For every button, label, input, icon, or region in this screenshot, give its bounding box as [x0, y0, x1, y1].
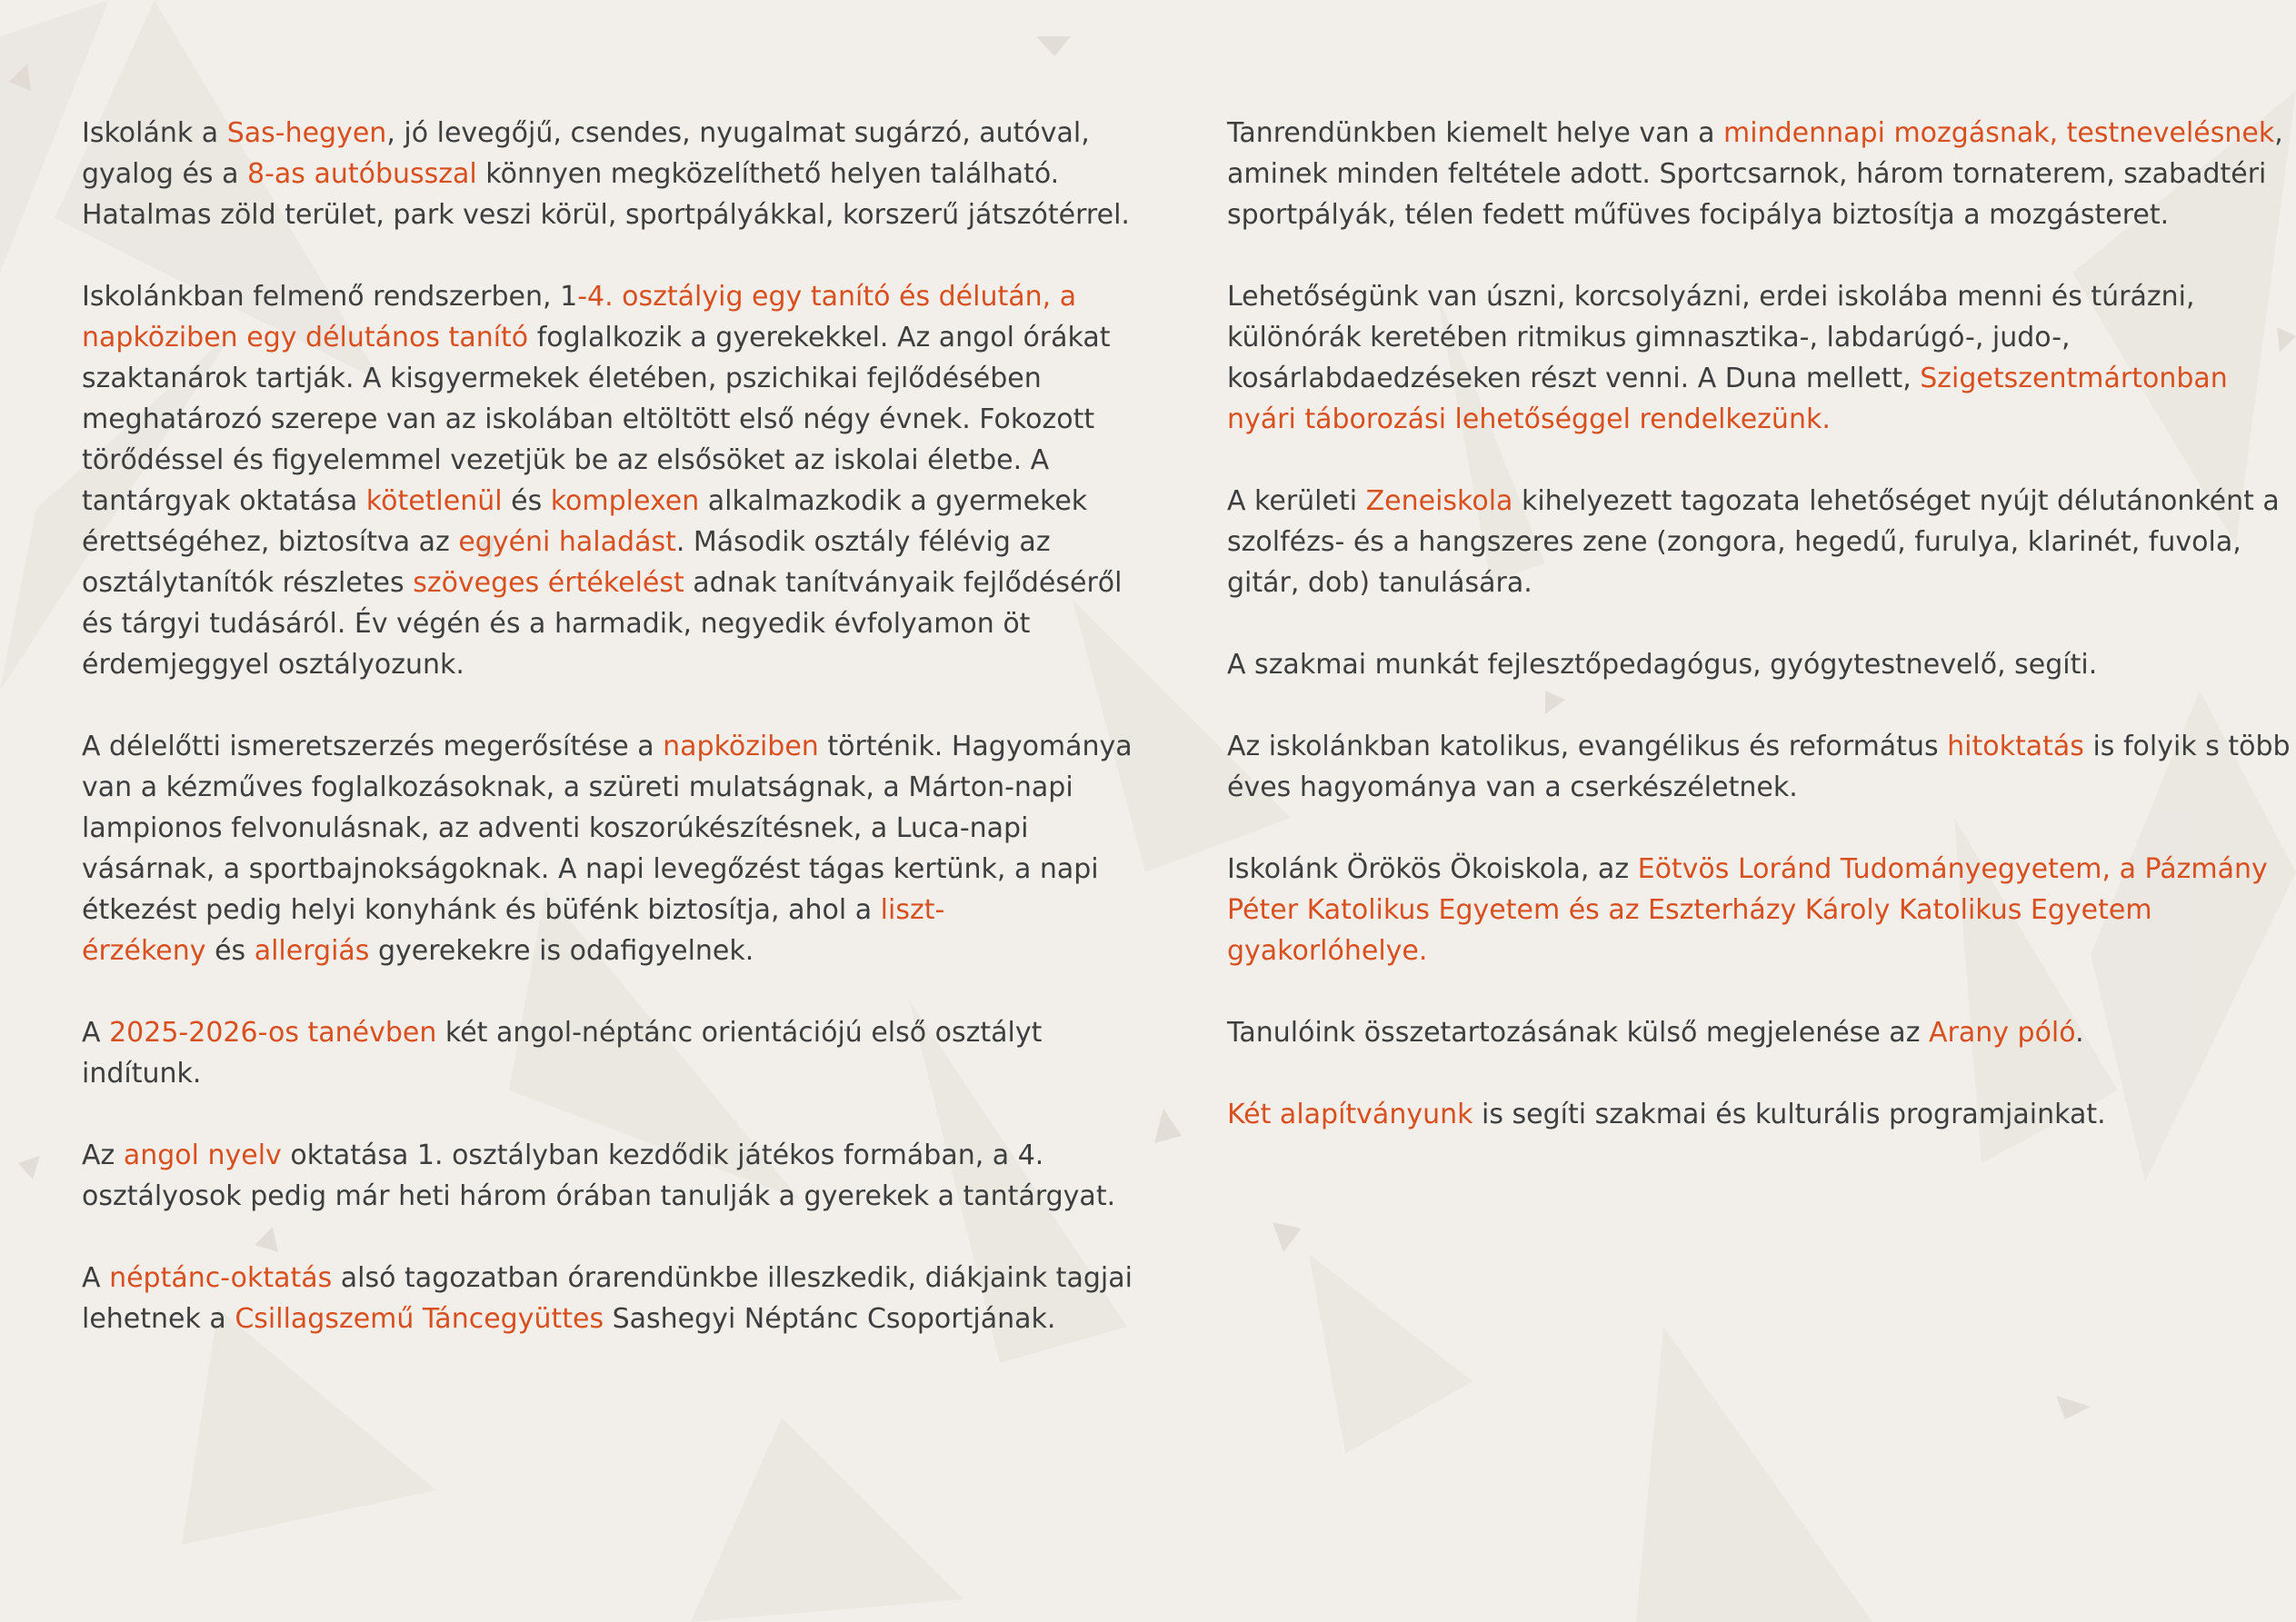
body-text: gyalog és a: [82, 158, 247, 190]
highlighted-text: érzékeny: [82, 935, 206, 967]
highlighted-text: liszt-: [880, 894, 945, 926]
highlighted-text: Arany póló: [1928, 1017, 2076, 1049]
highlighted-text: kötetlenül: [365, 485, 503, 517]
text-line: [1227, 399, 2272, 440]
text-line: [1227, 113, 2283, 154]
body-text: különórák keretében ritmikus gimnasztika-, labdarúgó-, judo-,: [1227, 322, 2071, 353]
text-line: [1227, 930, 2272, 971]
highlighted-text: allergiás: [254, 935, 370, 967]
highlighted-text: 2025-2026-os tanévben: [109, 1017, 437, 1049]
highlighted-text: angol nyelv: [123, 1139, 282, 1171]
body-text: Iskolánk a: [82, 117, 227, 149]
paragraph: [1227, 481, 2280, 603]
body-text: Tanulóink összetartozásának külső megjelenése az: [1227, 1017, 1929, 1049]
text-line: [1227, 726, 2291, 767]
text-line: [1227, 1012, 2272, 1053]
text-line: [1227, 276, 2272, 317]
text-line: [82, 849, 1154, 890]
text-line: [1227, 194, 2272, 235]
body-text: lehetnek a: [82, 1303, 235, 1335]
text-line: [1227, 767, 2272, 808]
text-line: [1227, 522, 2272, 562]
highlighted-text: Zeneiskola: [1365, 485, 1513, 517]
body-text: gitár, dob) tanulására.: [1227, 567, 1532, 599]
text-line: [82, 317, 1154, 358]
body-text: , jó levegőjű, csendes, nyugalmat sugárzó, autóval,: [386, 117, 1090, 149]
body-text: könnyen megközelíthető helyen található.: [476, 158, 1060, 190]
text-line: [82, 890, 1154, 930]
body-text: sportpályák, télen fedett műfüves focipálya biztosítja a mozgásteret.: [1227, 199, 2170, 231]
text-line: [1227, 849, 2272, 890]
text-line: [1227, 481, 2280, 522]
body-text: kosárlabdaedzéseken részt venni. A Duna mellett,: [1227, 363, 1921, 394]
body-text: osztálytanítók részletes: [82, 567, 414, 599]
highlighted-text: komplexen: [550, 485, 700, 517]
text-line: [82, 808, 1154, 849]
body-text: alsó tagozatban órarendünkbe illeszkedik, diákjaink tagjai: [332, 1262, 1133, 1294]
text-line: [82, 276, 1154, 317]
body-text: érdemjeggyel osztályozunk.: [82, 649, 464, 681]
body-text: vásárnak, a sportbajnokságoknak. A napi levegőzést tágas kertünk, a napi: [82, 853, 1099, 885]
highlighted-text: napköziben egy délutános tanító: [82, 322, 529, 353]
body-text: .: [2075, 1017, 2084, 1049]
body-text: A kerületi: [1227, 485, 1366, 517]
text-line: [82, 1135, 1154, 1176]
highlighted-text: 8-as autóbusszal: [247, 158, 477, 190]
text-line: [82, 113, 1154, 154]
text-line: [82, 767, 1154, 808]
body-text: és tárgyi tudásáról. Év végén és a harmadik, negyedik évfolyamon öt: [82, 608, 1031, 640]
text-line: [82, 1053, 1154, 1094]
body-text: történik. Hagyománya: [818, 731, 1133, 762]
paragraph: [1227, 276, 2272, 440]
body-text: gyerekekre is odafigyelnek.: [369, 935, 754, 967]
body-text: alkalmazkodik a gyermekek: [699, 485, 1088, 517]
highlighted-text: hitoktatás: [1947, 731, 2084, 762]
text-line: [82, 1299, 1154, 1339]
paragraph: [82, 1135, 1154, 1217]
body-text: étkezést pedig helyi konyhánk és büfénk biztosítja, ahol a: [82, 894, 881, 926]
paragraph: [1227, 849, 2272, 971]
highlighted-text: Szigetszentmártonban: [1920, 363, 2228, 394]
text-line: [82, 358, 1154, 399]
body-text: kihelyezett tagozata lehetőséget nyújt délutánonként a: [1512, 485, 2280, 517]
body-text: Sashegyi Néptánc Csoportjának.: [604, 1303, 1056, 1335]
highlighted-text: nyári táborozási lehetőséggel rendelkezünk.: [1227, 403, 1831, 435]
paragraph: [82, 113, 1154, 235]
body-text: Iskolánk Örökös Ökoiskola, az: [1227, 853, 1638, 885]
text-line: [82, 522, 1154, 562]
body-text: meghatározó szerepe van az iskolában eltöltött első négy évnek. Fokozott: [82, 403, 1095, 435]
body-text: és: [205, 935, 255, 967]
body-text: osztályosok pedig már heti három órában tanulják a gyerekek a tantárgyat.: [82, 1180, 1116, 1212]
body-text: A: [82, 1017, 110, 1049]
body-text: szaktanárok tartják. A kisgyermekek életében, pszichikai fejlődésében: [82, 363, 1042, 394]
text-line: [1227, 1094, 2272, 1135]
highlighted-text: -4. osztályig egy tanító és délután, a: [577, 281, 1077, 313]
body-text: törődéssel és figyelemmel vezetjük be az elsősöket az iskolai életbe. A: [82, 444, 1050, 476]
highlighted-text: Sas-hegyen: [226, 117, 387, 149]
highlighted-text: egyéni haladást: [458, 526, 676, 558]
text-line: [82, 644, 1154, 685]
body-text: Iskolánkban felmenő rendszerben, 1: [82, 281, 578, 313]
text-line: [1227, 644, 2272, 685]
paragraph: [1227, 1094, 2272, 1135]
body-text: Hatalmas zöld terület, park veszi körül, sportpályákkal, korszerű játszótérrel.: [82, 199, 1130, 231]
text-line: [82, 399, 1154, 440]
body-text: A szakmai munkát fejlesztőpedagógus, gyógytestnevelő, segíti.: [1227, 649, 2098, 681]
text-line: [1227, 562, 2272, 603]
text-line: [82, 562, 1154, 603]
body-text: Az: [82, 1139, 124, 1171]
body-text: Az iskolánkban katolikus, evangélikus és református: [1227, 731, 1948, 762]
body-text: aminek minden feltétele adott. Sportcsarnok, három tornaterem, szabadtéri: [1227, 158, 2267, 190]
body-text: érettségéhez, biztosítva az: [82, 526, 459, 558]
body-text: adnak tanítványaik fejlődéséről: [684, 567, 1123, 599]
text-line: [82, 930, 1154, 971]
text-line: [82, 1012, 1154, 1053]
paragraph: [82, 1258, 1154, 1339]
paragraph: [82, 276, 1154, 685]
body-text: van a kézműves foglalkozásoknak, a szüreti mulatságnak, a Márton-napi: [82, 771, 1073, 803]
paragraph: [1227, 113, 2283, 235]
highlighted-text: gyakorlóhelye.: [1227, 935, 1428, 967]
text-line: [1227, 317, 2272, 358]
body-text: lampionos felvonulásnak, az adventi koszorúkészítésnek, a Luca-napi: [82, 812, 1029, 844]
body-text: A délelőtti ismeretszerzés megerősítése a: [82, 731, 664, 762]
text-line: [82, 603, 1154, 644]
highlighted-text: Csillagszemű Táncegyüttes: [235, 1303, 604, 1335]
body-text: foglalkozik a gyerekekkel. Az angol órákat: [528, 322, 1111, 353]
text-line: [1227, 890, 2272, 930]
body-text: és: [502, 485, 551, 517]
body-text: indítunk.: [82, 1058, 202, 1090]
text-line: [82, 726, 1154, 767]
body-text: ,: [2274, 117, 2283, 149]
paragraph: [82, 1012, 1154, 1094]
body-text: oktatása 1. osztályban kezdődik játékos formában, a 4.: [281, 1139, 1044, 1171]
text-line: [82, 440, 1154, 481]
body-text: Lehetőségünk van úszni, korcsolyázni, erdei iskolába menni és túrázni,: [1227, 281, 2195, 313]
body-text: két angol-néptánc orientációjú első osztályt: [436, 1017, 1043, 1049]
highlighted-text: mindennapi mozgásnak, testnevelésnek: [1723, 117, 2275, 149]
body-text: Tanrendünkben kiemelt helye van a: [1227, 117, 1724, 149]
body-text: is folyik s több: [2083, 731, 2291, 762]
paragraph: [1227, 1012, 2272, 1053]
body-text: A: [82, 1262, 110, 1294]
right-column: [1227, 113, 2291, 1176]
paragraph: [1227, 644, 2272, 685]
body-text: tantárgyak oktatása: [82, 485, 366, 517]
text-line: [82, 154, 1154, 194]
highlighted-text: Péter Katolikus Egyetem és az Eszterházy Károly Katolikus Egyetem: [1227, 894, 2152, 926]
body-text: is segíti szakmai és kulturális programjainkat.: [1472, 1099, 2106, 1130]
text-line: [82, 481, 1154, 522]
highlighted-text: napköziben: [663, 731, 819, 762]
highlighted-text: Eötvös Loránd Tudományegyetem, a Pázmány: [1637, 853, 2268, 885]
text-line: [1227, 154, 2272, 194]
highlighted-text: néptánc-oktatás: [109, 1262, 333, 1294]
highlighted-text: szöveges értékelést: [413, 567, 684, 599]
left-column: [82, 113, 1154, 1380]
paragraph: [1227, 726, 2291, 808]
body-text: éves hagyománya van a cserkészéletnek.: [1227, 771, 1798, 803]
text-line: [82, 194, 1154, 235]
text-line: [82, 1176, 1154, 1217]
paragraph: [82, 726, 1154, 971]
body-text: . Második osztály félévig az: [675, 526, 1051, 558]
highlighted-text: Két alapítványunk: [1227, 1099, 1473, 1130]
text-line: [82, 1258, 1154, 1299]
body-text: szolfézs- és a hangszeres zene (zongora, hegedű, furulya, klarinét, fuvola,: [1227, 526, 2241, 558]
text-line: [1227, 358, 2272, 399]
